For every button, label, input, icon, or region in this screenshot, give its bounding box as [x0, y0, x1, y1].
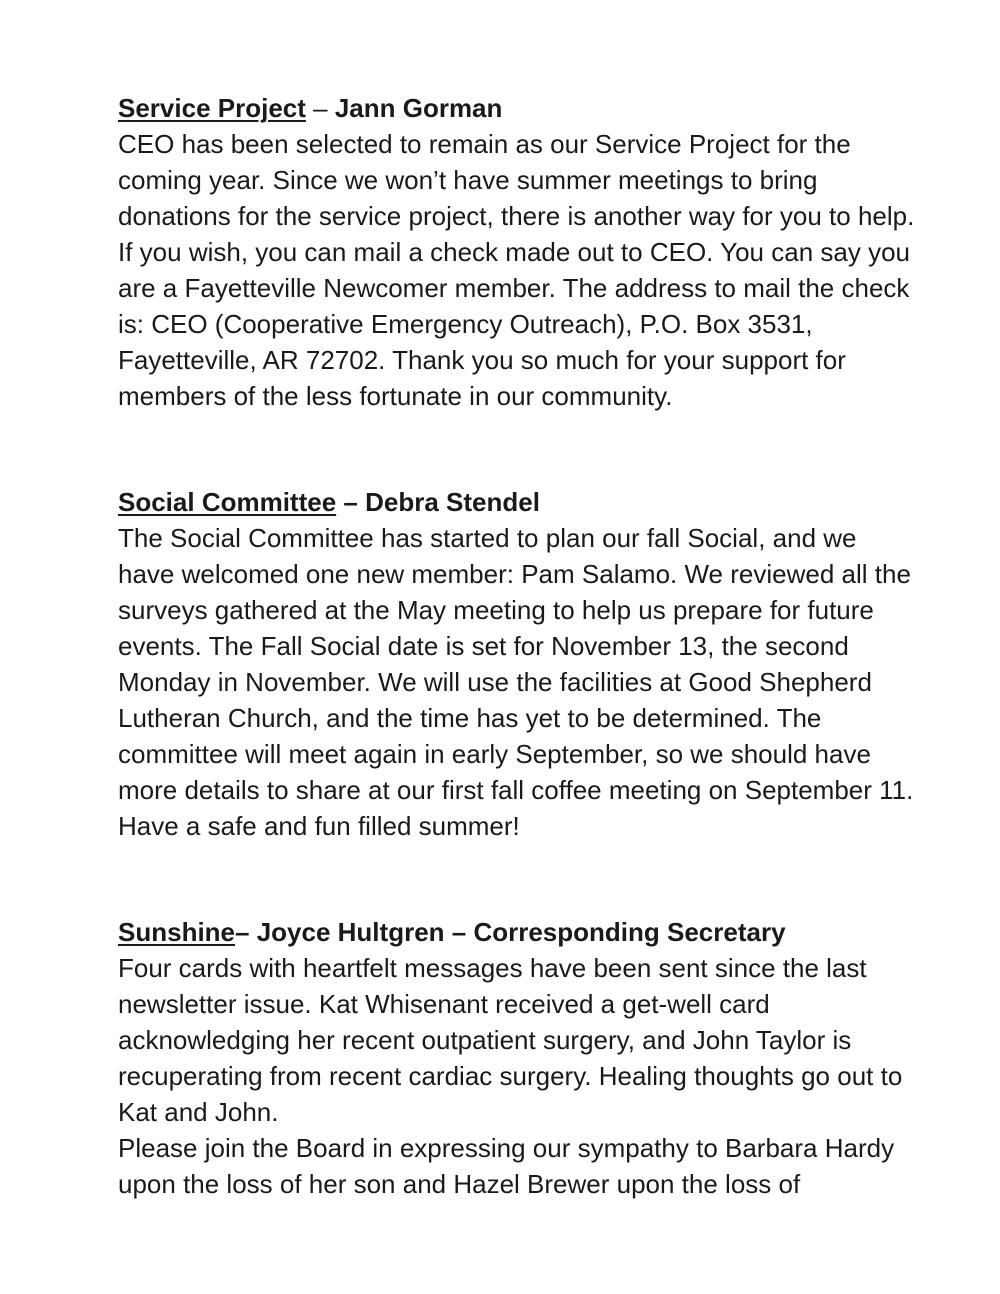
section-separator: – — [235, 917, 257, 947]
section-heading — [118, 914, 918, 950]
section-paragraph: CEO has been selected to remain as our Service Project for the coming year. Since we won’t have summer meetings to bring donations for the service project, there is another way for you to help. If you wish, you can mail a check made out to CEO. You can say you are a Fayetteville Newcomer member. The address to mail the check is: CEO (Cooperative Emergency Outreach), P.O. Box 3531, Fayetteville, AR 72702. Thank you so much for your support for members of the less fortunate in our community. — [118, 129, 915, 411]
section-title: Sunshine — [118, 917, 236, 947]
section-separator: – — [305, 93, 335, 123]
section-title: Service Project — [118, 93, 306, 123]
section-paragraph: Four cards with heartfelt messages have been sent since the last newsletter issue. Kat Whisenant received a get-well card acknowledging her recent outpatient surgery, and John Taylor is recuperating from recent cardiac surgery. Healing thoughts go out to Kat and John. — [118, 953, 903, 1127]
section-separator: – — [336, 487, 366, 517]
section-heading — [118, 90, 918, 126]
section-person: Jann Gorman — [334, 93, 503, 123]
social-committee-section — [118, 484, 918, 844]
section-person: Joyce Hultgren – Corresponding Secretary — [256, 917, 786, 947]
sunshine-section — [118, 914, 918, 1202]
section-heading — [118, 484, 918, 520]
section-person: Debra Stendel — [365, 487, 540, 517]
section-paragraph: Please join the Board in expressing our sympathy to Barbara Hardy upon the loss of her son and Hazel Brewer upon the loss of — [118, 1133, 895, 1199]
newsletter-page — [118, 90, 918, 1202]
service-project-section — [118, 90, 918, 414]
section-title: Social Committee — [118, 487, 337, 517]
section-paragraph: The Social Committee has started to plan our fall Social, and we have welcomed one new member: Pam Salamo. We reviewed all the surveys gathered at the May meeting to help us prepare for future events. The Fall Social date is set for November 13, the second Monday in November. We will use the facilities at Good Shepherd Lutheran Church, and the time has yet to be determined. The committee will meet again in early September, so we should have more details to share at our first fall coffee meeting on September 11. Have a safe and fun filled summer! — [118, 523, 914, 841]
